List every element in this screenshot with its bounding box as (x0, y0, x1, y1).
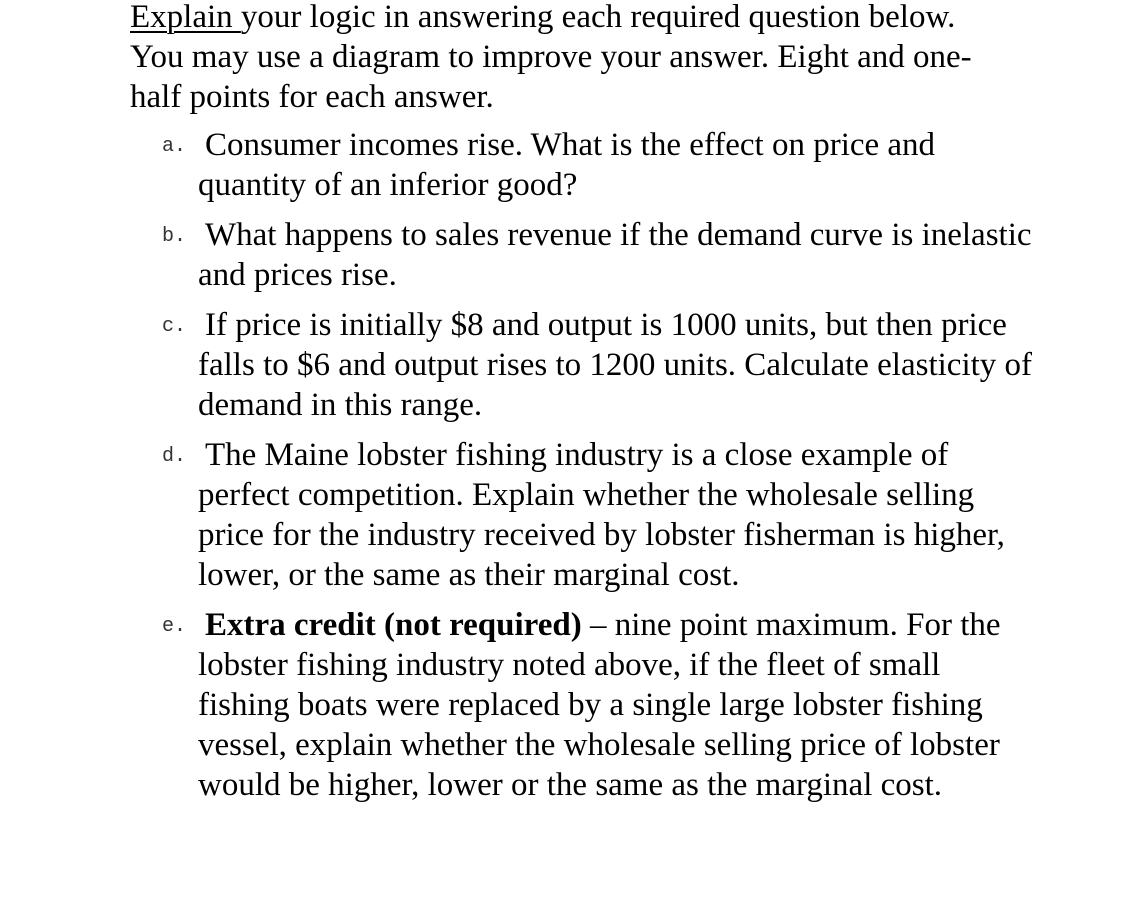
document-page (130, 0, 1050, 803)
question-a-marker: a. (162, 135, 187, 158)
question-e-bold-lead: Extra credit (not required) (205, 607, 582, 643)
explain-underlined-word: Explain (130, 0, 241, 35)
question-b (162, 215, 1038, 295)
question-e (162, 605, 1038, 805)
question-d-text: The Maine lobster fishing industry is a close example of perfect competition. Explain whether the wholesale selling price for the industry received by lobster fisherman is higher, lower, or the same as their marginal cost. (198, 437, 1005, 593)
question-c-marker: c. (162, 315, 187, 338)
instructions-line-1: your logic in answering each required question below. (240, 0, 956, 35)
question-e-text: – nine point maximum. For the lobster fishing industry noted above, if the fleet of small fishing boats were replaced by a single large lobster fishing vessel, explain whether the wholesale selling price of lobster would be higher, lower or the same as the marginal cost. (198, 607, 1001, 803)
instructions-line-3: half points for each answer. (130, 79, 494, 115)
question-c (162, 305, 1038, 425)
question-b-text: What happens to sales revenue if the demand curve is inelastic and prices rise. (198, 217, 1032, 293)
instructions-line-2: You may use a diagram to improve your answer. Eight and one- (130, 39, 972, 75)
question-a-text: Consumer incomes rise. What is the effect on price and quantity of an inferior good? (198, 127, 936, 203)
question-a (162, 125, 1038, 205)
question-d (162, 435, 1038, 595)
question-d-marker: d. (162, 445, 187, 468)
instructions-paragraph (130, 0, 1050, 117)
question-e-marker: e. (162, 615, 187, 638)
question-c-text: If price is initially $8 and output is 1000 units, but then price falls to $6 and output rises to 1200 units. Calculate elasticity of demand in this range. (198, 307, 1033, 423)
question-b-marker: b. (162, 225, 187, 248)
